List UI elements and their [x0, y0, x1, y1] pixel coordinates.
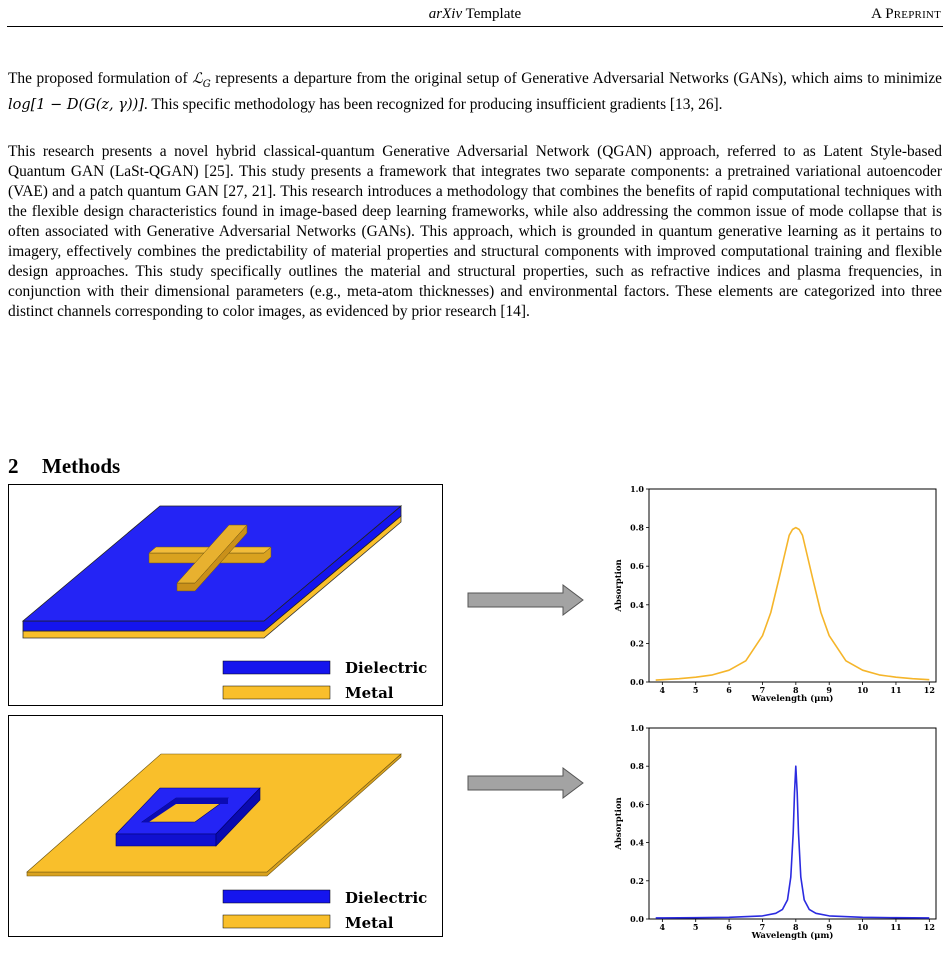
preprint-label: A Preprint	[871, 6, 941, 22]
math-loss-l: ℒ	[192, 71, 203, 87]
x-tick-label: 11	[890, 922, 902, 932]
x-axis-label: Wavelength (μm)	[751, 694, 834, 704]
legend-metal-swatch	[223, 686, 330, 699]
x-tick-label: 12	[923, 922, 935, 932]
x-tick-label: 4	[659, 685, 666, 695]
cross-structure-panel	[8, 484, 443, 706]
legend-dielectric-swatch	[223, 661, 330, 674]
y-tick-label: 0.0	[630, 914, 644, 924]
y-tick-label: 0.8	[630, 761, 644, 772]
page-header	[7, 6, 943, 27]
y-tick-label: 0.4	[630, 837, 644, 848]
x-tick-label: 7	[759, 922, 766, 932]
y-tick-label: 0.6	[630, 799, 644, 810]
y-tick-label: 1.0	[630, 484, 644, 494]
x-tick-label: 6	[726, 922, 732, 932]
absorption-series-line	[656, 766, 930, 918]
absorption-chart-cross	[605, 483, 943, 708]
y-axis-label: Absorption	[614, 797, 624, 850]
paragraph-lastqgan: This research presents a novel hybrid classical-quantum Generative Adversarial Network (QGAN) approach, referred to as Latent Style-based Quantum GAN (LaSt-QGAN) [25]. This study presents a framework that integrates two separate components: a pretrained variational autoencoder (VAE) and a patch quantum GAN [27, 21]. This research introduces a methodology that combines the benefits of rapid computational techniques with the flexible design characteristics found in image-based deep learning frameworks, while also addressing the common issue of mode collapse that is often associated with Generative Adversarial Networks (GANs). This approach, which is grounded in quantum generative learning as it pertains to imagery, effectively combines the predictability of material properties and structural components with improved computational training and flexible design approaches. This study specifically outlines the material and structural properties, such as refractive indices and plasma frequencies, in conjunction with their dimensional parameters (e.g., meta-atom thicknesses) and environmental factors. These elements are categorized into three distinct channels corresponding to color images, as evidenced by prior research [14].	[8, 143, 942, 320]
x-tick-label: 8	[793, 922, 799, 932]
x-tick-label: 10	[857, 922, 869, 932]
y-tick-label: 0.2	[630, 638, 644, 649]
x-tick-label: 10	[857, 685, 869, 695]
paragraph-loss-formulation	[8, 69, 942, 115]
legend-metal-label: Metal	[345, 684, 394, 702]
y-tick-label: 0.0	[630, 677, 644, 687]
x-tick-label: 4	[659, 922, 666, 932]
y-tick-label: 0.8	[630, 522, 644, 533]
legend-dielectric-label: Dielectric	[345, 889, 428, 907]
arrow-right-icon	[467, 584, 585, 616]
x-tick-label: 9	[826, 922, 832, 932]
math-log-expression: log[1 − D(G(z, γ))]	[8, 96, 144, 113]
p1-text-b: represents a departure from the original setup of Generative Adversarial Networks (GANs), which aims to minimize	[210, 70, 942, 87]
ring-structure-panel	[8, 715, 443, 937]
arrow-right-icon	[467, 767, 585, 799]
x-axis-label: Wavelength (μm)	[751, 931, 834, 941]
running-title-rest: Template	[462, 6, 522, 22]
x-tick-label: 9	[826, 685, 832, 695]
plot-frame	[649, 489, 936, 682]
y-axis-label: Absorption	[614, 559, 624, 612]
running-title-italic: arXiv	[428, 6, 463, 22]
y-tick-label: 0.2	[630, 875, 644, 886]
x-tick-label: 6	[726, 685, 732, 695]
y-tick-label: 1.0	[630, 724, 644, 733]
ring-outer-front	[116, 834, 216, 846]
plot-frame	[649, 728, 936, 919]
y-tick-label: 0.4	[630, 599, 644, 610]
legend-metal-swatch	[223, 915, 330, 928]
x-tick-label: 7	[759, 685, 766, 695]
section-title: Methods	[42, 454, 121, 478]
running-title	[7, 6, 943, 23]
y-tick-label: 0.6	[630, 561, 644, 572]
x-tick-label: 5	[692, 685, 699, 695]
section-number: 2	[8, 454, 19, 478]
x-tick-label: 8	[793, 685, 799, 695]
x-tick-label: 12	[923, 685, 935, 695]
section-heading	[8, 454, 120, 479]
p1-text-a: The proposed formulation of	[8, 70, 193, 87]
absorption-chart-ring	[605, 724, 943, 946]
math-loss-sub: G	[202, 78, 211, 90]
absorption-series-line	[656, 528, 930, 681]
legend-dielectric-swatch	[223, 890, 330, 903]
math-loss-symbol	[192, 71, 211, 90]
legend-metal-label: Metal	[345, 914, 394, 932]
p1-text-c: . This specific methodology has been recognized for producing insufficient gradients [13, 26].	[143, 95, 723, 113]
x-tick-label: 11	[890, 685, 902, 695]
legend-dielectric-label: Dielectric	[345, 659, 428, 677]
x-tick-label: 5	[692, 922, 699, 932]
